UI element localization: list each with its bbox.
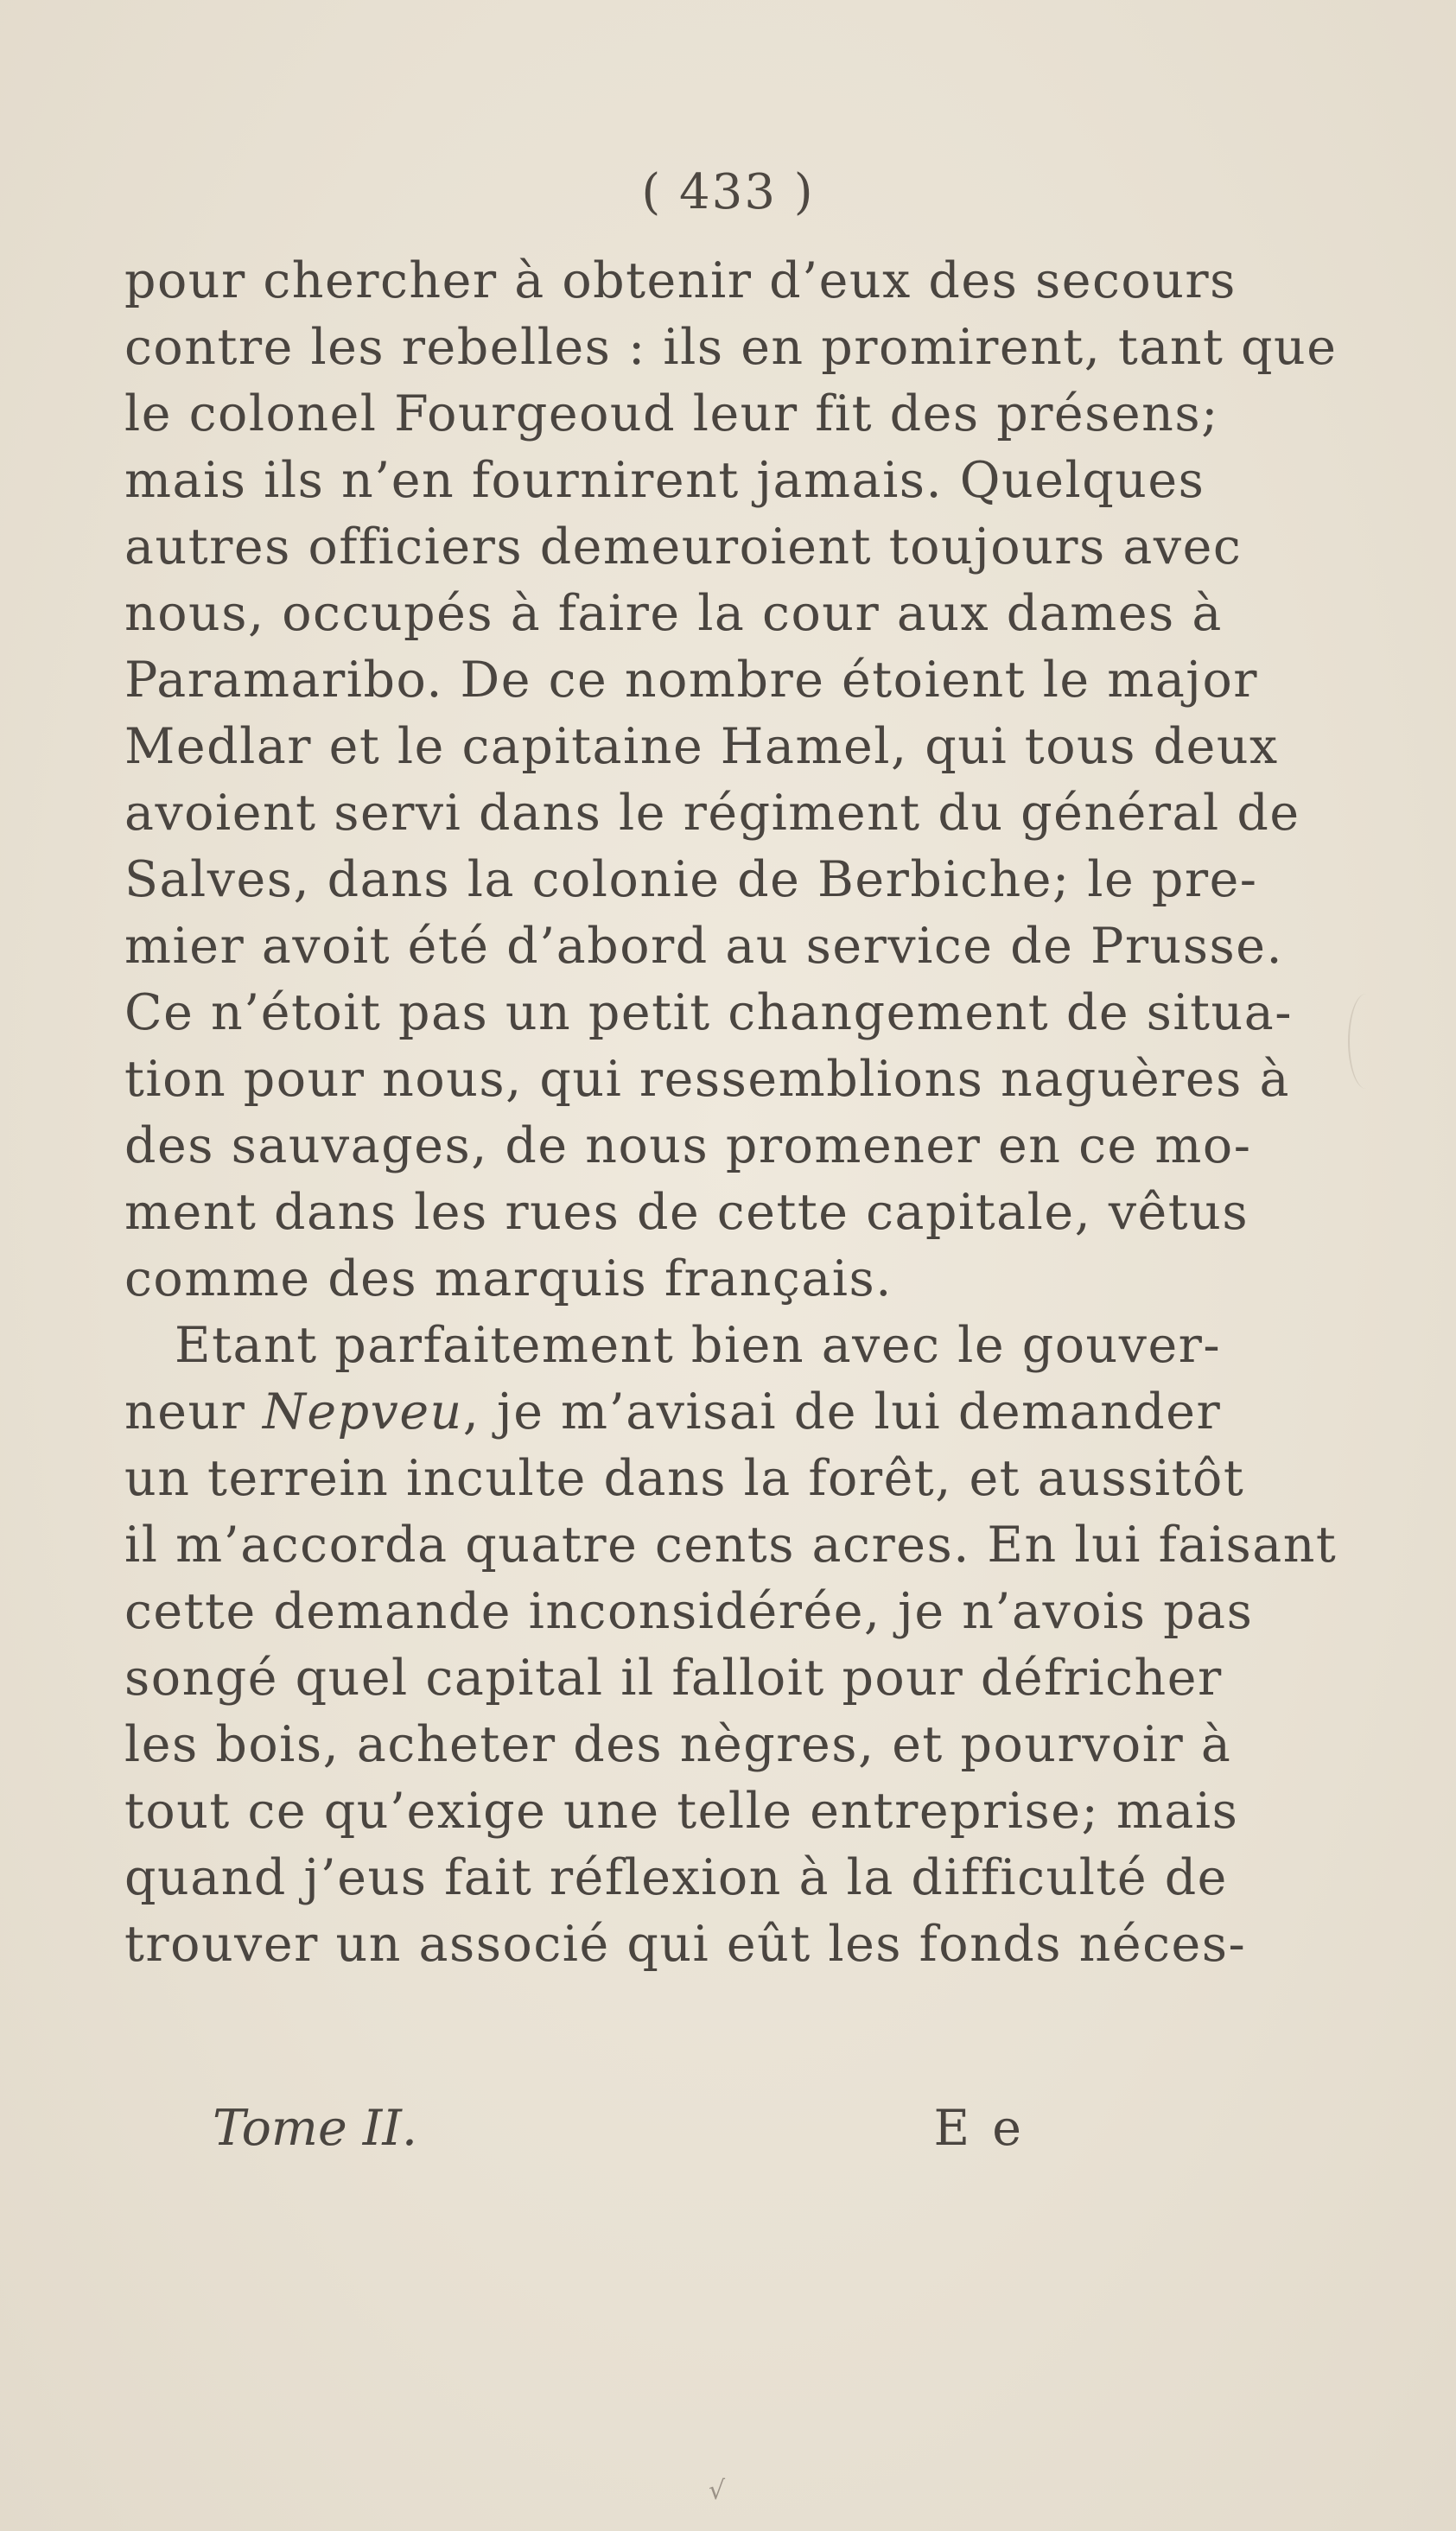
page-number-header: ( 433 ) xyxy=(641,164,815,220)
text-line: pour chercher à obtenir d’eux des secours xyxy=(124,252,1237,309)
text-line: mier avoit été d’abord au service de Prusse. xyxy=(124,918,1284,975)
bottom-mark: √ xyxy=(709,2476,726,2506)
text-line: nous, occupés à faire la cour aux dames à xyxy=(124,585,1223,642)
text-line: quand j’eus fait réflexion à la difficulté de xyxy=(124,1849,1228,1906)
text-line: les bois, acheter des nègres, et pourvoir à xyxy=(124,1716,1232,1773)
text-line: contre les rebelles : ils en promirent, tant que xyxy=(124,319,1338,376)
text-line: avoient servi dans le régiment du général de xyxy=(124,785,1300,842)
text-line: comme des marquis français. xyxy=(124,1250,893,1307)
volume-label: Tome II. xyxy=(213,2100,417,2157)
body-text xyxy=(124,248,1338,1978)
text-line: trouver un associé qui eût les fonds néces- xyxy=(124,1916,1247,1973)
signature-mark: E e xyxy=(933,2100,1025,2157)
paper-crease xyxy=(1348,994,1384,1089)
paragraph-start-line: Etant parfaitement bien avec le gouver- xyxy=(175,1317,1222,1374)
italic-name: Nepveu xyxy=(263,1383,463,1440)
text-line: tion pour nous, qui ressemblions naguères à xyxy=(124,1051,1291,1108)
text-line: Medlar et le capitaine Hamel, qui tous deux xyxy=(124,718,1279,775)
text-line: il m’accorda quatre cents acres. En lui faisant xyxy=(124,1517,1338,1574)
page-footer xyxy=(213,2100,1025,2169)
text-line xyxy=(124,1379,1222,1446)
text-line: tout ce qu’exige une telle entreprise; mais xyxy=(124,1783,1239,1840)
text-line: Salves, dans la colonie de Berbiche; le pre- xyxy=(124,851,1258,908)
text-line: Ce n’étoit pas un petit changement de situa- xyxy=(124,984,1294,1041)
text-fragment: , je m’avisai de lui demander xyxy=(462,1383,1222,1440)
text-fragment: neur xyxy=(124,1383,264,1440)
text-line: Paramaribo. De ce nombre étoient le major xyxy=(124,652,1259,709)
text-line: autres officiers demeuroient toujours avec xyxy=(124,518,1243,576)
text-line: ment dans les rues de cette capitale, vêtus xyxy=(124,1184,1249,1241)
text-line: des sauvages, de nous promener en ce mo- xyxy=(124,1117,1252,1174)
text-line: cette demande inconsidérée, je n’avois pas xyxy=(124,1583,1254,1640)
text-line: songé quel capital il falloit pour défricher xyxy=(124,1650,1223,1707)
text-line: mais ils n’en fournirent jamais. Quelques xyxy=(124,452,1205,509)
text-line: un terrein inculte dans la forêt, et aussitôt xyxy=(124,1450,1245,1507)
text-line: le colonel Fourgeoud leur fit des présens; xyxy=(124,385,1219,442)
